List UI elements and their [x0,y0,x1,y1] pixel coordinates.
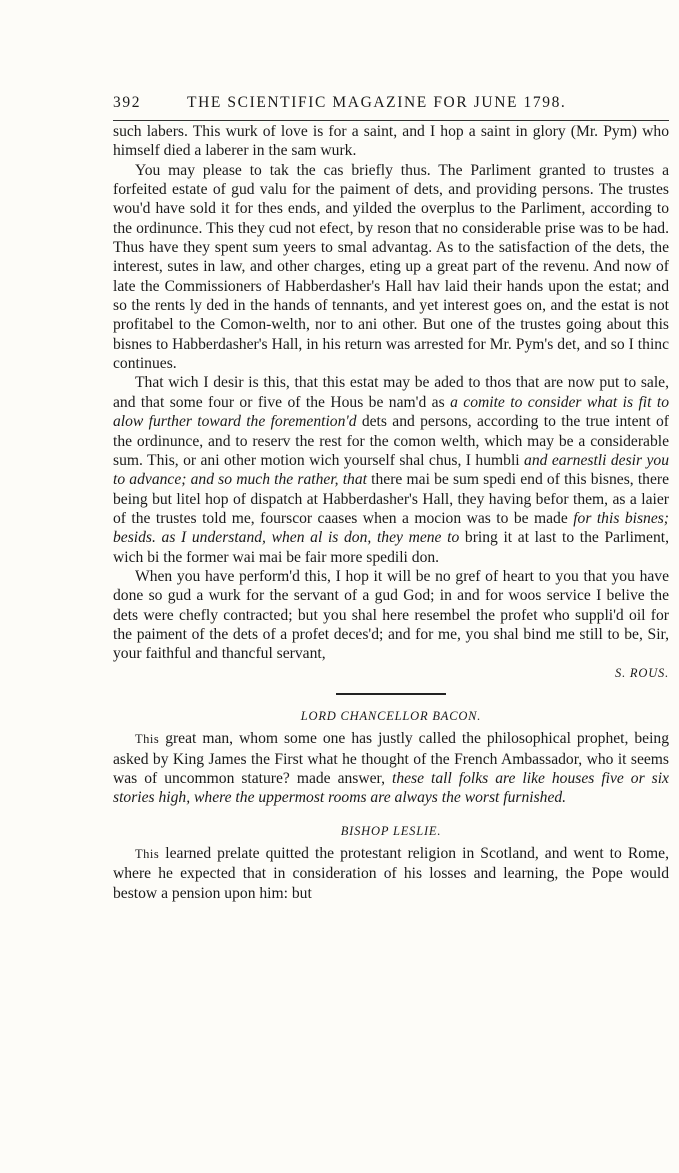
letter-paragraph-3-italic-b: and earnestli desir you to advance; and so much the rather, that [113,451,669,489]
bacon-anecdote [113,729,669,807]
bacon-quote: these tall folks are like houses five or six stories high, where the uppermost rooms are always the worst furnished. [113,770,669,807]
running-header [113,94,669,112]
letter-paragraph-4: When you have perform'd this, I hop it will be no gref of heart to you that you have done so gud a wurk for the servant of a gud God; in and for woos service I belive the dets were chefly contracted; but you shal here resembel the profet who suppli'd oil for the paiment of the dets of a profet deces'd; and for me, you shal bind me still to be, Sir, your faithful and thancful servant, [113,567,669,663]
letter-paragraph-3-italic-a: a comite to consider what is fit to alow further toward the foremention'd [113,393,669,431]
letter-paragraph-3 [113,373,669,566]
letter-paragraph-3-part-c: dets and persons, according to the true intent of the ordinunce, and to reserv the rest for the comon welth, which may be a considerable sum. This, or ani other motion wich yourself shal chus, I humbli [113,413,669,469]
letter-paragraph-1: such labers. This wurk of love is for a saint, and I hop a saint in glory (Mr. Pym) who himself died a laberer in the sam wurk. [113,123,669,160]
header-rule [113,120,669,121]
letter-signature: S. ROUS. [615,665,669,680]
letter-paragraph-2: You may please to tak the cas briefly thus. The Parliment granted to trustes a forfeited estate of gud valu for the paiment of dets, and providing persons. The trustes wou'd have sold it for thes ends, and yilded the overplus to the Parliment, according to the ordinunce. This they cud not efect, by reson that no considerable prise was to be had. Thus have they spent sum yeers to smal advantag. As to the satisfaction of the dets, the interest, sutes in law, and other charges, eting up a great part of the revenu. And now of late the Commissioners of Habberdasher's Hall hav laid their hands upon the estat; and so the rents ly ded in the hands of tennants, and yet interest goes on, and the estat is not profitabel to the Comon-welth, nor to ani other. But one of the trustes going about this bisnes to Habberdasher's Hall, in his return was arrested for Mr. Pym's det, and so I thinc continues. [113,161,669,373]
leslie-text: learned prelate quitted the protestant religion in Scotland, and went to Rome, where he expected that in consideration of his losses and learning, the Pope would bestow a pension upon him: but [113,845,669,902]
leslie-heading: BISHOP LESLIE. [340,823,442,838]
letter-paragraph-3-part-e: there mai be sum spedi end of this bisnes, there being but litel hop of dispatch at Habberdasher's Hall, they having befor them, as a laier of the trustes told me, fourscor caases when a mocion was to be made [113,471,670,527]
page-number: 392 [113,94,142,111]
letter-paragraph-3-italic-c: for this bisnes; besids. as I understand, when al is don, they mene to [113,509,669,547]
letter-paragraph-3-part-g: bring it at last to the Parliment, wich bi the former wai mai be fair more spedili don. [113,529,669,566]
bacon-heading: LORD CHANCELLOR BACON. [300,708,482,723]
section-divider [336,693,446,695]
article-body [113,122,669,903]
letter-paragraph-3-part-a: That wich I desir is this, that this estat may be aded to thos that are now put to sale, and that some four or five of the Hous be nam'd as [113,374,669,411]
leslie-first-word: This [135,847,160,862]
leslie-anecdote [113,844,669,903]
bacon-first-word: This [135,732,160,747]
bacon-text: great man, whom some one has justly called the philosophical prophet, being asked by King James the First what he thought of the French Ambassador, who it seems was of uncommon stature? made answer, [113,730,669,787]
running-title: THE SCIENTIFIC MAGAZINE FOR JUNE 1798. [187,94,567,111]
